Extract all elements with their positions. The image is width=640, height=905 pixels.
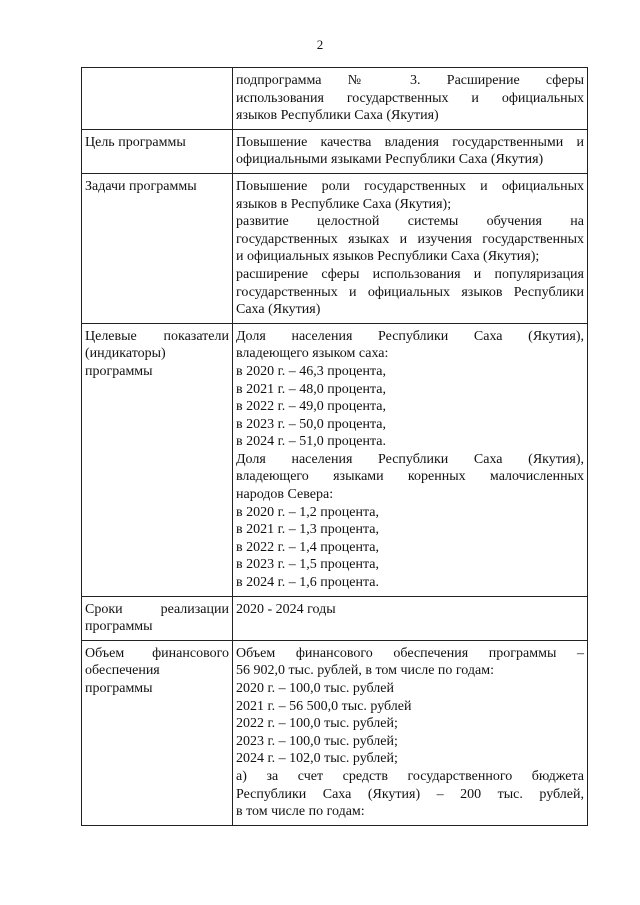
row-content-cell-line: государственных языках и изучения государственных <box>236 231 584 247</box>
row-label-cell-line: программы <box>85 681 153 696</box>
row-content-cell-line: Объем финансового обеспечения программы – <box>236 645 584 661</box>
row-content-cell-line: 2020 г. – 100,0 тыс. рублей <box>236 681 394 696</box>
row-content-cell-line: 56 902,0 тыс. рублей, в том числе по годам: <box>236 663 494 679</box>
row-content-cell-line: в 2024 г. – 51,0 процента. <box>236 434 386 450</box>
row-content-cell-line: в 2022 г. – 1,4 процента, <box>236 539 379 555</box>
row-content-cell <box>233 173 588 323</box>
program-passport-table <box>81 67 588 826</box>
row-content-cell <box>233 323 588 596</box>
row-content-cell-line: в 2023 г. – 50,0 процента, <box>236 416 386 432</box>
table-row <box>82 68 588 130</box>
table-row <box>82 596 588 640</box>
row-content-cell-line: расширение сферы использования и популяризация <box>236 266 584 282</box>
row-content-cell-line: в 2020 г. – 46,3 процента, <box>236 363 386 379</box>
row-content-cell-line: Доля населения Республики Саха (Якутия), <box>236 328 584 344</box>
row-content-cell-line: государственных и официальных языков Республики <box>236 284 584 300</box>
row-content-cell-line: 2022 г. – 100,0 тыс. рублей; <box>236 716 398 732</box>
row-content-cell <box>233 640 588 825</box>
row-content-cell-line: языков Республики Саха (Якутия) <box>236 108 439 124</box>
row-label-cell-line: Сроки реализации <box>85 601 229 617</box>
row-label-cell <box>82 323 233 596</box>
row-content-cell <box>233 596 588 640</box>
row-content-cell-line: Республики Саха (Якутия) – 200 тыс. рублей, <box>236 786 584 802</box>
row-label-cell-line: программы <box>85 363 153 379</box>
row-content-cell <box>233 129 588 173</box>
table-row <box>82 173 588 323</box>
table-body <box>82 68 588 826</box>
row-content-cell-line: 2021 г. – 56 500,0 тыс. рублей <box>236 698 412 714</box>
row-label-cell-line: обеспечения <box>85 663 160 679</box>
row-content-cell-line: а) за счет средств государственного бюджета <box>236 768 584 784</box>
row-content-cell-line: в 2022 г. – 49,0 процента, <box>236 399 386 415</box>
row-content-cell-line: и официальных языков Республики Саха (Якутия); <box>236 249 540 265</box>
row-content-cell-line: владеющего языком саха: <box>236 346 389 362</box>
table-row <box>82 640 588 825</box>
row-label-cell-line: Целевые показатели <box>85 328 229 344</box>
row-label-cell <box>82 596 233 640</box>
row-content-cell-line: Доля населения Республики Саха (Якутия), <box>236 451 584 467</box>
row-content-cell-line: Саха (Якутия) <box>236 302 321 318</box>
row-label-cell <box>82 129 233 173</box>
row-content-cell-line: в 2021 г. – 48,0 процента, <box>236 381 386 397</box>
page-number: 2 <box>316 37 324 52</box>
table-row <box>82 323 588 596</box>
row-content-cell-line: в 2021 г. – 1,3 процента, <box>236 522 379 538</box>
row-content-cell-line: Повышение качества владения государственными и <box>236 134 584 150</box>
row-content-cell-line: 2024 г. – 102,0 тыс. рублей; <box>236 751 398 767</box>
table-row <box>82 129 588 173</box>
row-content-cell-line: языков в Республике Саха (Якутия); <box>236 196 452 212</box>
row-content-cell <box>233 68 588 130</box>
row-content-cell-line: владеющего языками коренных малочисленных <box>236 469 584 485</box>
row-label-cell-line: программы <box>85 619 153 635</box>
row-content-cell-line: в 2024 г. – 1,6 процента. <box>236 575 379 591</box>
row-label-cell-line: Объем финансового <box>85 645 229 661</box>
row-label-cell <box>82 173 233 323</box>
row-label-cell-line: (индикаторы) <box>85 346 166 362</box>
row-content-cell-line: развитие целостной системы обучения на <box>236 214 584 230</box>
row-content-cell-line: в 2023 г. – 1,5 процента, <box>236 557 379 573</box>
row-label-cell-line: Задачи программы <box>85 178 197 194</box>
row-content-cell-line: в 2020 г. – 1,2 процента, <box>236 504 379 520</box>
row-label-cell-line: Цель программы <box>85 134 186 150</box>
row-content-cell-line: Повышение роли государственных и официальных <box>236 178 584 194</box>
row-label-cell <box>82 68 233 130</box>
row-content-cell-line: народов Севера: <box>236 487 334 503</box>
row-content-cell-line: 2023 г. – 100,0 тыс. рублей; <box>236 733 398 749</box>
row-content-cell-line: официальными языками Республики Саха (Якутия) <box>236 152 544 168</box>
row-label-cell <box>82 640 233 825</box>
row-content-cell-line: в том числе по годам: <box>236 804 365 820</box>
row-content-cell-line: подпрограмма № 3. Расширение сферы <box>236 73 584 88</box>
row-content-cell-line: 2020 - 2024 годы <box>236 601 336 617</box>
row-content-cell-line: использования государственных и официальных <box>236 90 584 106</box>
